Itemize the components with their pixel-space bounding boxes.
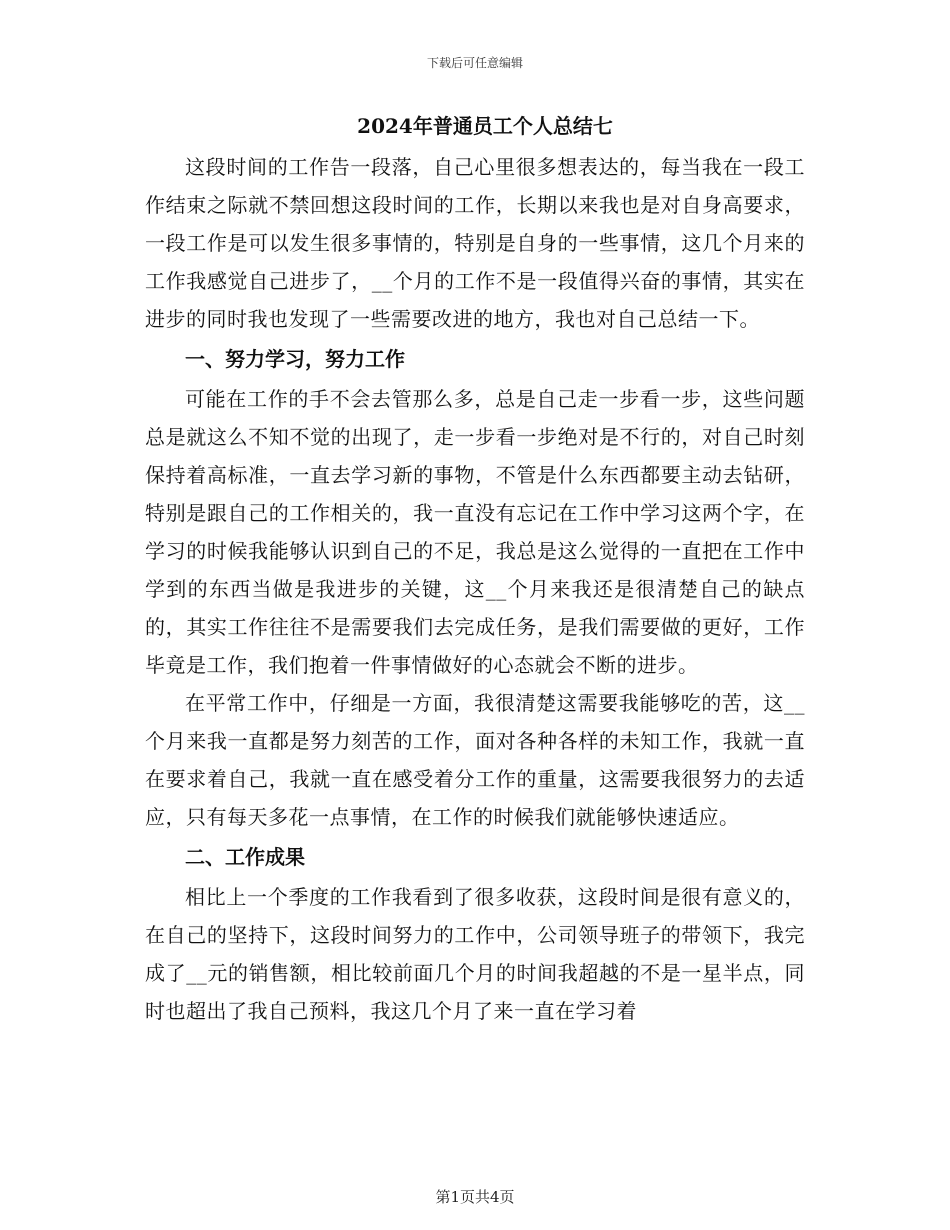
section1-paragraph-1: 可能在工作的手不会去管那么多，总是自己走一步看一步，这些问题总是就这么不知不觉的出现了，走一步看一步绝对是不行的，对自己时刻保持着高标准，一直去学习新的事物，不管是什么东西都要主动去钻研，特别是跟自己的工作相关的，我一直没有忘记在工作中学习这两个字，在学习的时候我能够认识到自己的不足，我总是这么觉得的一直把在工作中学到的东西当做是我进步的关键，这__个月来我还是很清楚自己的缺点的，其实工作往往不是需要我们去完成任务，是我们需要做的更好，工作毕竟是工作，我们抱着一件事情做好的心态就会不断的进步。 bbox=[145, 387, 805, 677]
header-note: 下载后可任意编辑 bbox=[426, 56, 523, 70]
section1-heading: 一、努力学习，努力工作 bbox=[185, 347, 405, 371]
page-footer: 第1页共4页 bbox=[435, 1188, 515, 1206]
document-title: 2024年普通员工个人总结七 bbox=[357, 114, 613, 138]
section2-heading: 二、工作成果 bbox=[185, 845, 305, 869]
section2-paragraph-1: 相比上一个季度的工作我看到了很多收获，这段时间是很有意义的，在自己的坚持下，这段时间努力的工作中，公司领导班子的带领下，我完成了__元的销售额，相比较前面几个月的时间我超越的不是一星半点，同时也超出了我自己预料，我这几个月了来一直在学习着 bbox=[145, 885, 805, 1023]
intro-paragraph: 这段时间的工作告一段落，自己心里很多想表达的，每当我在一段工作结束之际就不禁回想这段时间的工作，长期以来我也是对自身高要求，一段工作是可以发生很多事情的，特别是自身的一些事情，这几个月来的工作我感觉自己进步了，__个月的工作不是一段值得兴奋的事情，其实在进步的同时我也发现了一些需要改进的地方，我也对自己总结一下。 bbox=[145, 155, 805, 331]
document-body bbox=[145, 110, 805, 1030]
section1-paragraph-2: 在平常工作中，仔细是一方面，我很清楚这需要我能够吃的苦，这__个月来我一直都是努力刻苦的工作，面对各种各样的未知工作，我就一直在要求着自己，我就一直在感受着分工作的重量，这需要我很努力的去适应，只有每天多花一点事情，在工作的时候我们就能够快速适应。 bbox=[145, 691, 805, 829]
